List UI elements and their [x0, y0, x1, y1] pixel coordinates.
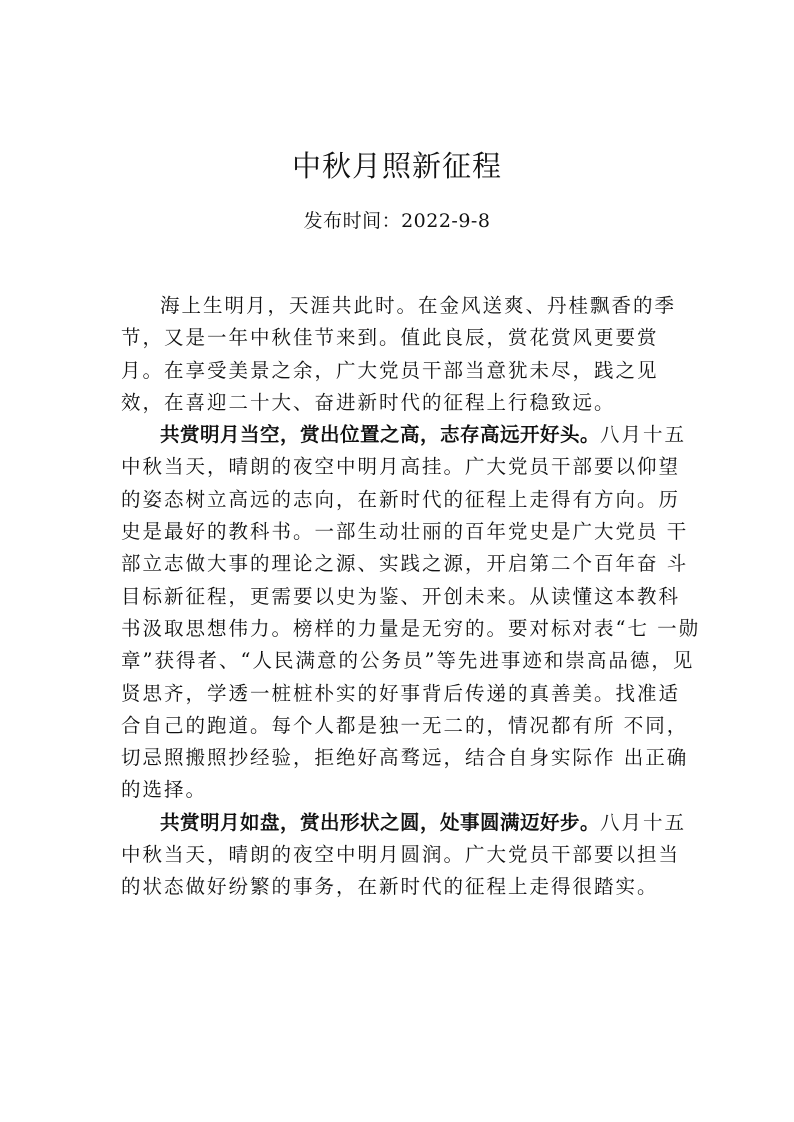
section-heading: 共赏明月如盘，赏出形状之圆，处事圆满迈好步。: [160, 810, 601, 834]
paragraph-section-2: [121, 807, 701, 904]
paragraph-text: 八月十五中秋当天，晴朗的夜空中明月高挂。广大党员干部要以仰望的姿态树立高远的志向，在新时代的征程上走得有方向。历史是最好的教科书。一部生动壮丽的百年党史是广大党员 干部立志做大事的理论之源、实践之源，开启第二个百年奋 斗目标新征程，更需要以史为鉴、开创未来。从读懂这本教科书汲取思想伟力。榜样的力量是无穷的。要对标对表“七 一勋章”获得者、“人民满意的公务员”等先进事迹和崇高品德，见贤思齐，学透一桩桩朴实的好事背后传递的真善美。找准适合自己的跑道。每个人都是独一无二的，情况都有所 不同，切忌照搬照抄经验，拒绝好高骛远，结合自身实际作 出正确的选择。: [121, 423, 701, 802]
paragraph-intro: [121, 290, 701, 419]
article-body: [121, 290, 701, 904]
section-heading: 共赏明月当空，赏出位置之高，志存高远开好头。: [160, 423, 601, 447]
paragraph-text: 八月十五中秋当天，晴朗的夜空中明月圆润。广大党员干部要以担当的状态做好纷繁的事务，在新时代的征程上走得很踏实。: [121, 810, 687, 899]
publish-date: 发布时间：2022-9-8: [303, 210, 491, 232]
paragraph-text: 海上生明月，天涯共此时。在金风送爽、丹桂飘香的季节，又是一年中秋佳节来到。值此良辰，赏花赏风更要赏月。在享受美景之余，广大党员干部当意犹未尽，践之见效，在喜迎二十大、奋进新时代的征程上行稳致远。: [121, 294, 677, 414]
document-title: 中秋月照新征程: [291, 149, 502, 183]
paragraph-section-1: [121, 419, 701, 807]
